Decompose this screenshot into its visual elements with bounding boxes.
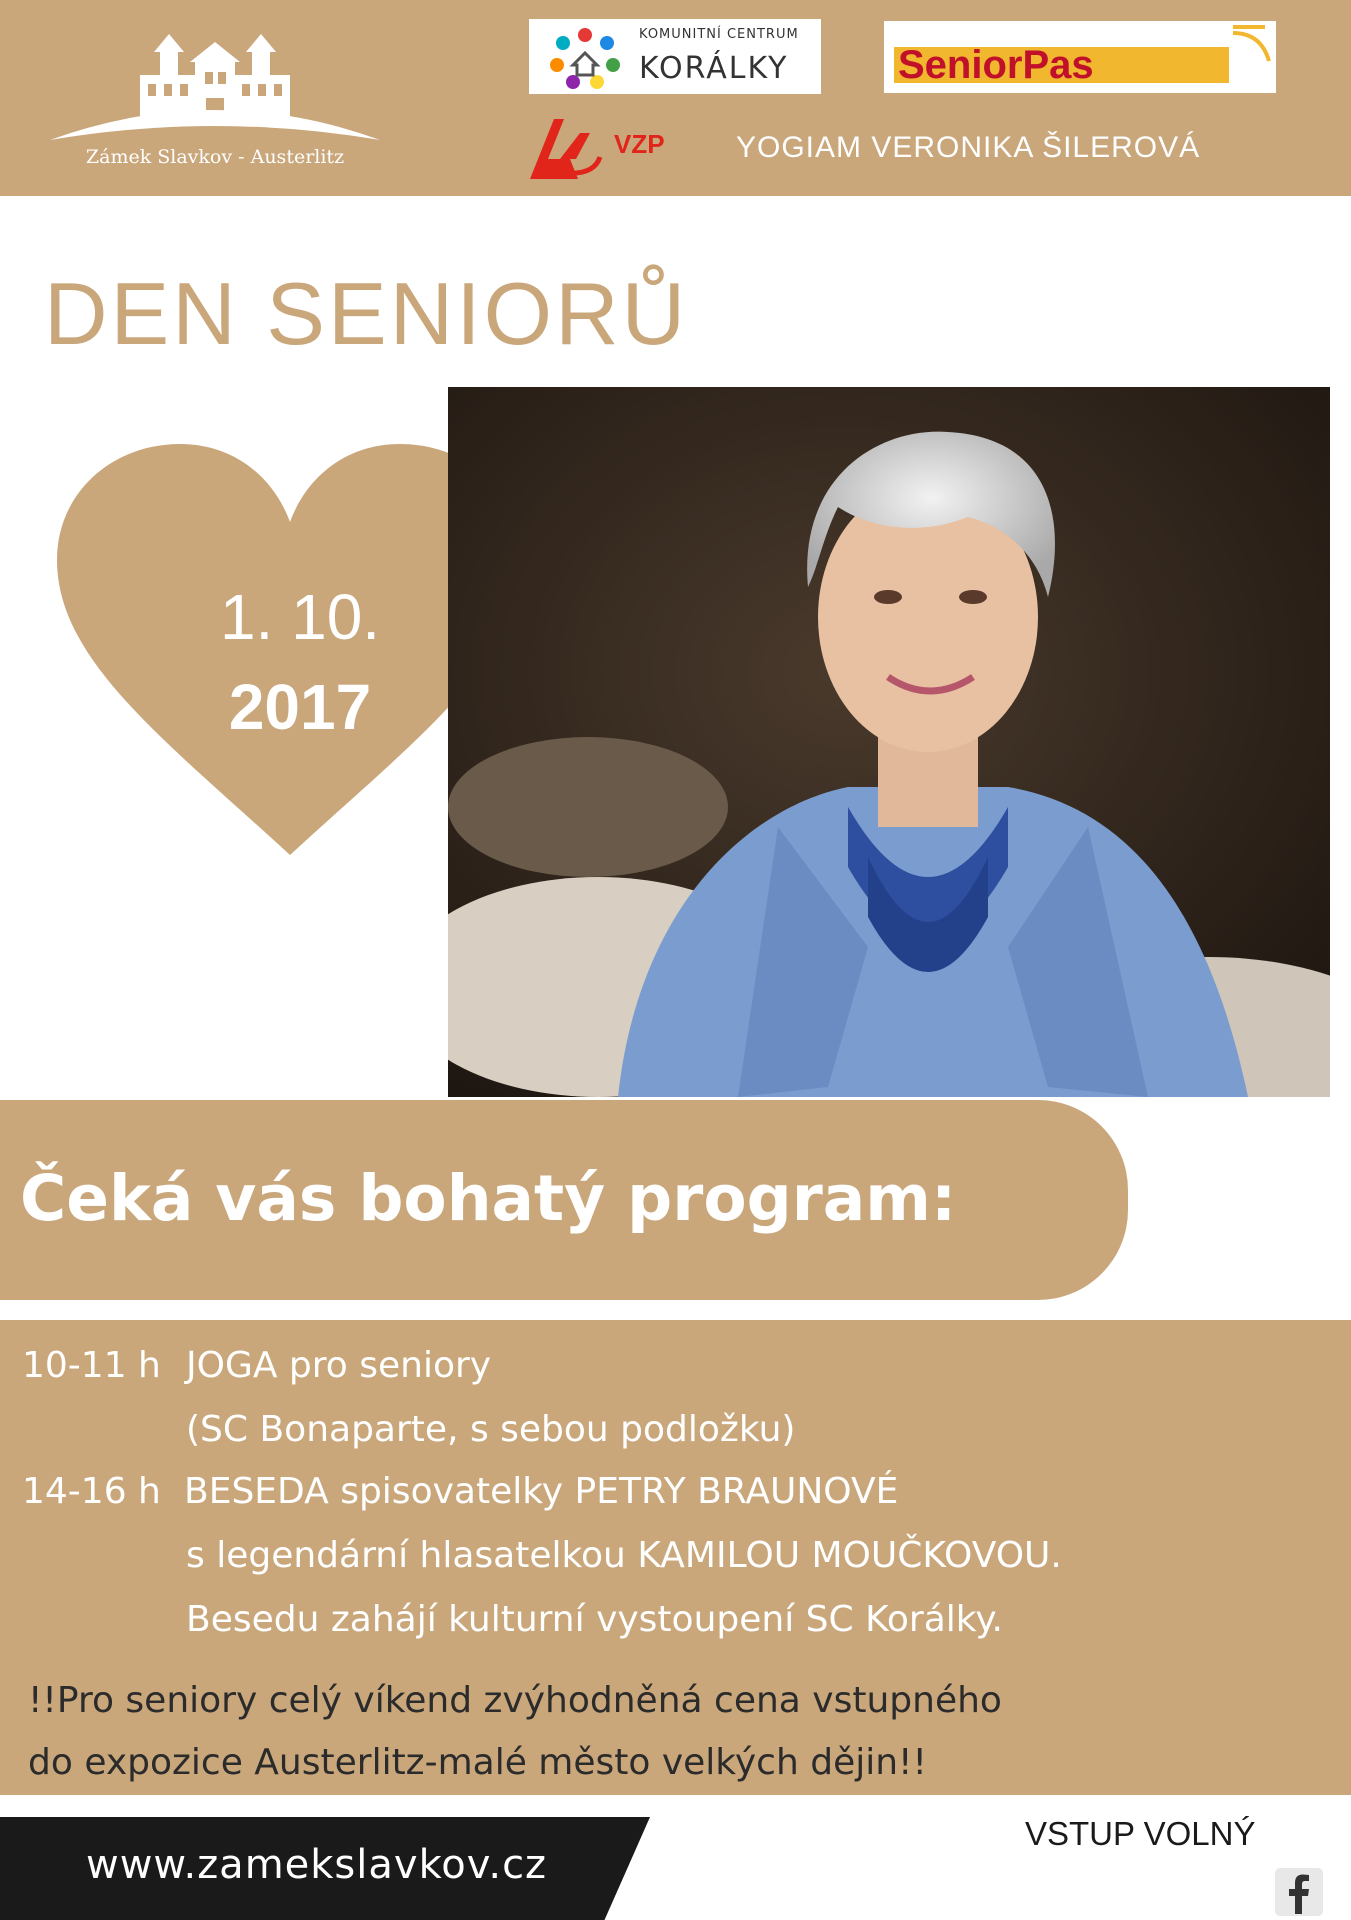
discount-notice-line: do expozice Austerlitz-malé město velkých dějin!! — [28, 1742, 927, 1783]
program-item-time: 14-16 h — [22, 1471, 161, 1512]
website-link[interactable]: www.zamekslavkov.cz — [86, 1842, 548, 1888]
free-entry-label: VSTUP VOLNÝ — [1025, 1815, 1256, 1852]
program-panel — [0, 1320, 1351, 1795]
castle-logo-caption: Zámek Slavkov - Austerlitz — [85, 146, 345, 168]
sun-arc-icon — [1229, 25, 1273, 65]
footer — [0, 1795, 1351, 1920]
facebook-icon[interactable] — [1275, 1868, 1323, 1916]
program-item-line: Besedu zahájí kulturní vystoupení SC Korálky. — [186, 1599, 1003, 1640]
community-circle-icon — [535, 19, 635, 94]
event-date-day: 1. 10. — [219, 581, 381, 653]
senior-pas-text: SeniorPas — [898, 43, 1094, 87]
program-item-time: 10-11 h — [22, 1345, 161, 1386]
portrait-photo — [448, 387, 1330, 1097]
program-item-line: JOGA pro seniory — [186, 1345, 492, 1386]
event-date-year: 2017 — [228, 671, 372, 743]
header-band — [0, 0, 1351, 196]
event-title: DEN SENIORŮ — [44, 264, 689, 363]
senior-pas-logo — [884, 21, 1276, 93]
program-item-line: (SC Bonaparte, s sebou podložku) — [186, 1409, 796, 1450]
program-heading: Čeká vás bohatý program: — [20, 1162, 957, 1235]
vzp-logo — [520, 113, 685, 185]
koralky-subtitle: KOMUNITNÍ CENTRUM — [639, 27, 799, 42]
vzp-text: VZP — [614, 129, 665, 159]
vzp-emblem-icon — [520, 113, 610, 185]
discount-notice-line: !!Pro seniory celý víkend zvýhodněná cena vstupného — [28, 1680, 1002, 1721]
yogiam-sponsor: YOGIAM VERONIKA ŠILEROVÁ — [736, 131, 1201, 164]
koralky-logo — [529, 19, 821, 94]
koralky-name: KORÁLKY — [639, 51, 789, 86]
program-item-line: BESEDA spisovatelky PETRY BRAUNOVÉ — [184, 1471, 899, 1512]
program-item-line: s legendární hlasatelkou KAMILOU MOUČKOVOU. — [186, 1535, 1062, 1576]
